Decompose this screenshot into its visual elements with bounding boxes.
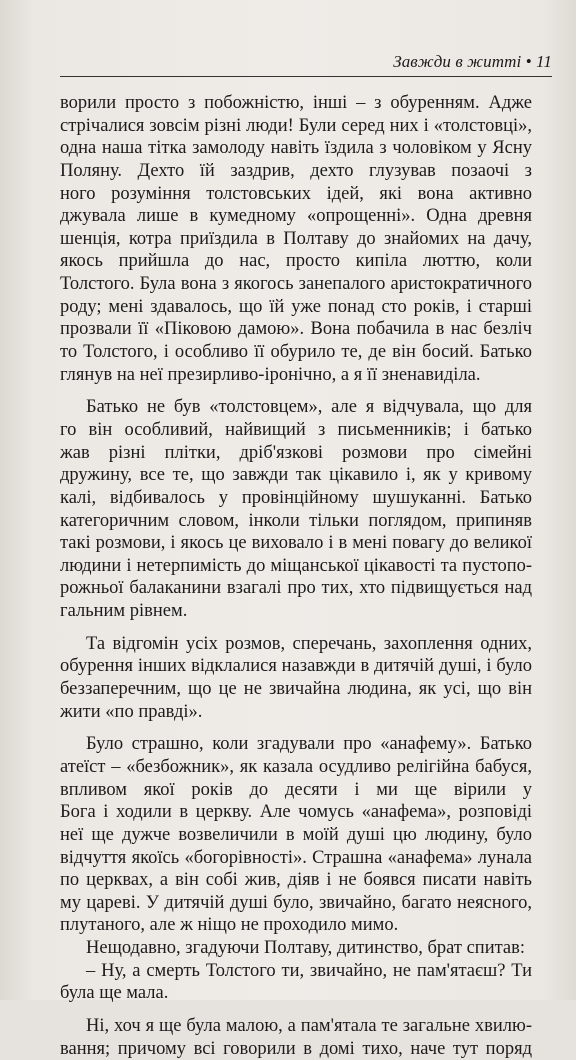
running-header-text xyxy=(393,53,552,76)
text-line: обурення інших відклалися назавжди в дитячій душі, і було xyxy=(60,656,532,677)
text-line: шенція, котра приїздила в Полтаву до знайомих на дачу, xyxy=(60,228,532,249)
text-line: му цареві. У дитячій душі було, звичайно, багато неясного, xyxy=(60,892,532,913)
text-line: го він особливий, найвищий з письменників; і батько xyxy=(60,419,532,440)
text-line: Нещодавно, згадуючи Полтаву, дитинство, брат спитав: xyxy=(86,938,525,959)
text-line: Було страшно, коли згадували про «анафему». Батько xyxy=(86,734,532,755)
text-line: такі розмови, і якось це виховало і в мені повагу до великої xyxy=(60,533,532,554)
text-line: глянув на неї презирливо-іронічно, а я її зненавиділа. xyxy=(60,364,481,385)
text-line: роду; мені здавалось, що їй уже понад сто років, і старші xyxy=(60,296,532,317)
text-line: ворили просто з побожністю, інші – з обуренням. Адже xyxy=(60,93,532,113)
paragraph-1 xyxy=(60,92,532,386)
body-text xyxy=(60,92,532,1060)
text-line: атеїст – «безбожник», як казала осудливо релігійна бабуся, xyxy=(60,756,532,777)
text-line: Поляну. Дехто їй заздрив, дехто глузував позаочі з xyxy=(60,160,532,181)
header-separator: • xyxy=(525,52,532,71)
text-line: Толстого. Була вона з якогось занепалого аристократичного xyxy=(60,274,532,295)
text-line: неї ще дужче возвеличили в моїй душі цю людину, було xyxy=(60,824,532,845)
text-line: – Ну, а смерть Толстого ти, звичайно, не пам'ятаєш? Ти xyxy=(86,960,532,981)
text-line: вання; причому всі говорили в домі тихо, наче тут поряд xyxy=(60,1038,532,1059)
text-line: була ще мала. xyxy=(60,983,169,1004)
text-line: жити «по правді». xyxy=(60,701,203,722)
text-line: беззаперечним, що це не звичайна людина, як усі, що він xyxy=(60,679,532,700)
header-title: Завжди в житті xyxy=(393,52,522,71)
text-line: Батько не був «толстовцем», але я відчувала, що для xyxy=(86,397,532,418)
text-line: по церквах, а він собі жив, діяв і не боявся писати навіть xyxy=(60,870,532,891)
text-line: Бога і ходили в церкву. Але чомусь «анафема», розповіді xyxy=(60,802,532,823)
text-line: одна наша тітка замолоду навіть їздила з чоловіком у Ясну xyxy=(60,138,532,159)
text-line: якось прийшла до нас, просто кипіла люттю, коли xyxy=(60,251,532,272)
paragraph-3 xyxy=(60,633,532,724)
paragraph-2 xyxy=(60,396,532,622)
text-line: плутаного, але ж ніщо не проходило мимо. xyxy=(60,915,399,936)
text-line: відчуття якоїсь «богорівності». Страшна «анафема» лунала xyxy=(60,847,532,868)
paragraph-4 xyxy=(60,733,532,937)
text-line: рожньої балаканини взагалі про тих, хто підвищується над xyxy=(60,578,532,599)
running-header xyxy=(60,44,552,77)
text-line: жав різні плітки, дріб'язкові розмови про сімейні xyxy=(60,442,532,463)
paragraph-5 xyxy=(60,937,532,1005)
text-line: то Толстого, і особливо її обурило те, де він босий. Батько xyxy=(60,342,532,363)
text-line: впливом якої років до десяти і ми ще вірили у xyxy=(60,779,532,800)
paragraph-6 xyxy=(60,1015,532,1060)
text-line: дружину, все те, що завжди так цікавило і, як у кривому xyxy=(60,465,532,486)
text-line: категоричним словом, інколи тільки поглядом, припиняв xyxy=(60,510,532,531)
text-line: ного розуміння толстовських ідей, які вона активно xyxy=(60,183,532,204)
text-line: калі, відбивалось у провінційному шушуканні. Батько xyxy=(60,487,532,508)
text-line: гальним рівнем. xyxy=(60,601,188,622)
text-line: стрічалися зовсім різні люди! Були серед них і «толстовці», xyxy=(60,115,532,136)
page-number: 11 xyxy=(536,52,552,71)
text-line: Та відгомін усіх розмов, сперечань, захоплення одних, xyxy=(86,633,532,654)
text-line: людини і нетерпимість до міщанської цікавості та пустопо- xyxy=(60,555,532,576)
text-line: джувала лише в кумедному «опрощенні». Одна древня xyxy=(60,206,532,227)
text-line: Ні, хоч я ще була малою, а пам'ятала те загальне хвилю- xyxy=(86,1015,532,1036)
text-line: прозвали її «Піковою дамою». Вона побачила в нас безліч xyxy=(60,319,532,340)
